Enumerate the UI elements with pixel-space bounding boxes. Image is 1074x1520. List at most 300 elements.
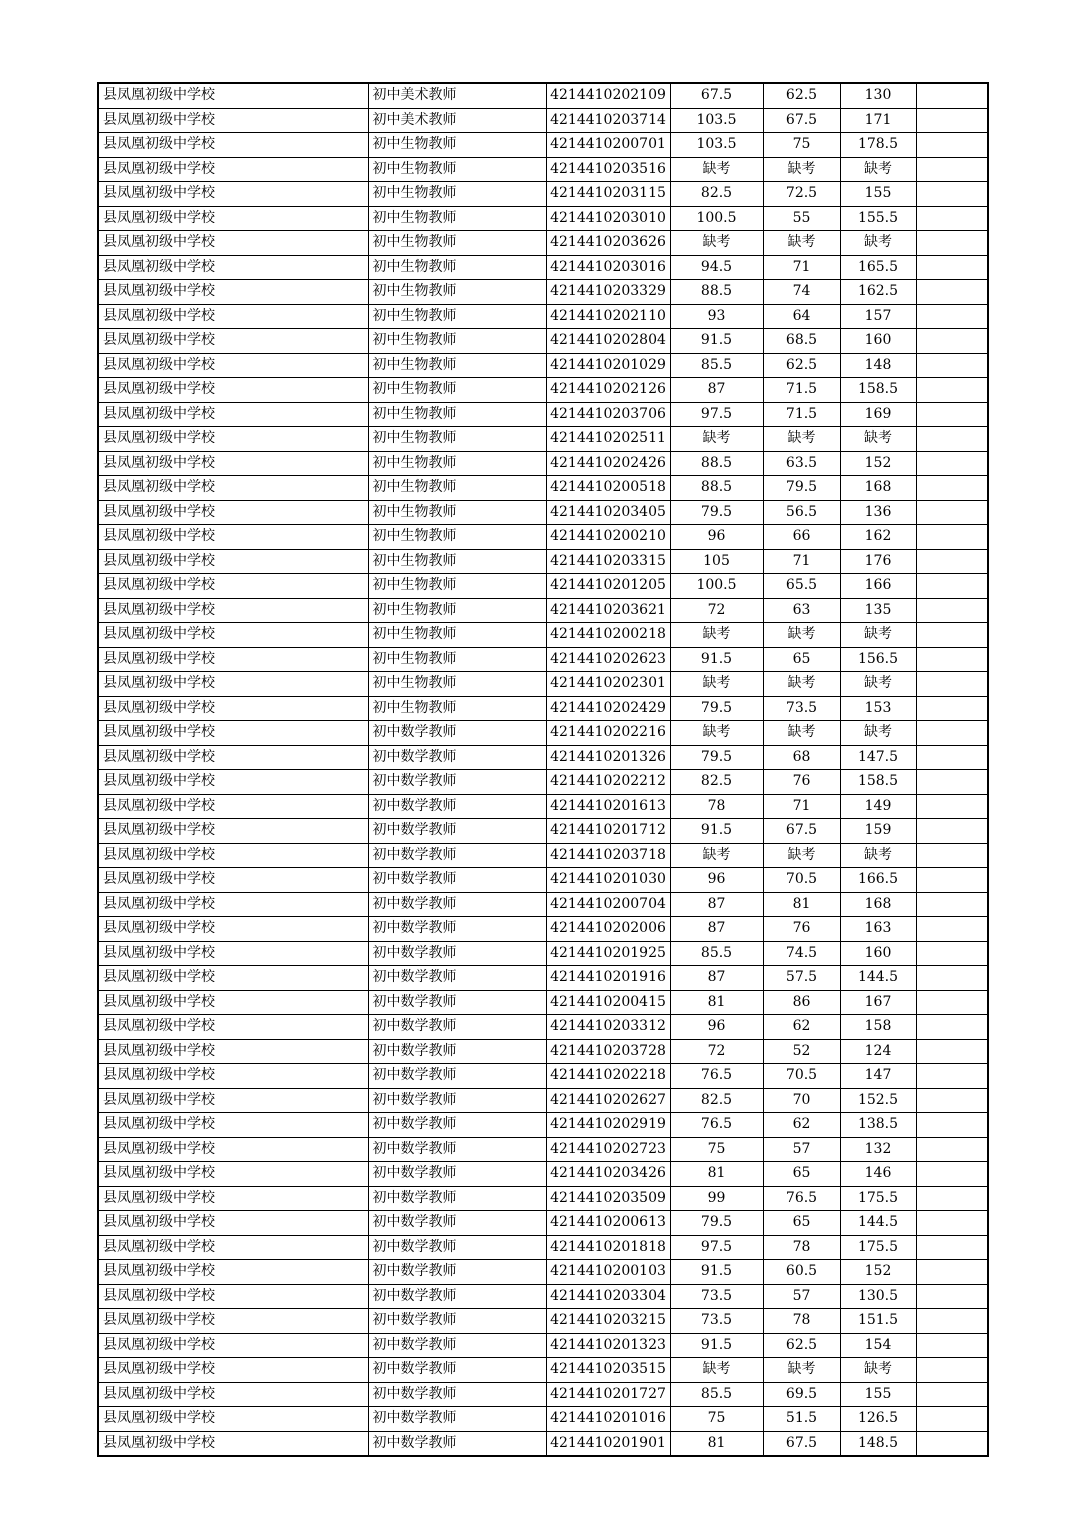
exam-id-cell: 4214410203509 (546, 1186, 670, 1211)
exam-id-cell: 4214410203426 (546, 1162, 670, 1187)
remark-cell (916, 696, 988, 721)
table-row (98, 1333, 988, 1358)
remark-cell (916, 182, 988, 207)
total-score-cell: 166 (840, 574, 916, 599)
unit-cell: 县凤凰初级中学校 (98, 525, 368, 550)
post-cell: 初中生物教师 (368, 696, 546, 721)
test-score-cell: 55 (763, 206, 840, 231)
post-cell: 初中数学教师 (368, 843, 546, 868)
written-score-cell: 91.5 (670, 819, 763, 844)
post-cell: 初中数学教师 (368, 1431, 546, 1456)
unit-cell: 县凤凰初级中学校 (98, 1382, 368, 1407)
total-score-cell: 151.5 (840, 1309, 916, 1334)
total-score-cell: 155 (840, 182, 916, 207)
exam-id-cell: 4214410202511 (546, 427, 670, 452)
remark-cell (916, 1407, 988, 1432)
test-score-cell: 65 (763, 647, 840, 672)
total-score-cell: 155 (840, 1382, 916, 1407)
total-score-cell: 144.5 (840, 1211, 916, 1236)
test-score-cell: 缺考 (763, 843, 840, 868)
written-score-cell: 缺考 (670, 623, 763, 648)
exam-id-cell: 4214410202919 (546, 1113, 670, 1138)
exam-id-cell: 4214410200415 (546, 990, 670, 1015)
exam-id-cell: 4214410203714 (546, 108, 670, 133)
table-row (98, 770, 988, 795)
remark-cell (916, 402, 988, 427)
remark-cell (916, 966, 988, 991)
total-score-cell: 178.5 (840, 133, 916, 158)
exam-id-cell: 4214410201712 (546, 819, 670, 844)
table-row (98, 280, 988, 305)
total-score-cell: 149 (840, 794, 916, 819)
total-score-cell: 160 (840, 329, 916, 354)
exam-id-cell: 4214410202109 (546, 83, 670, 108)
written-score-cell: 缺考 (670, 843, 763, 868)
total-score-cell: 152 (840, 451, 916, 476)
test-score-cell: 57 (763, 1284, 840, 1309)
unit-cell: 县凤凰初级中学校 (98, 1162, 368, 1187)
remark-cell (916, 1260, 988, 1285)
test-score-cell: 76 (763, 770, 840, 795)
remark-cell (916, 647, 988, 672)
table-row (98, 574, 988, 599)
unit-cell: 县凤凰初级中学校 (98, 794, 368, 819)
test-score-cell: 63.5 (763, 451, 840, 476)
written-score-cell: 91.5 (670, 647, 763, 672)
unit-cell: 县凤凰初级中学校 (98, 574, 368, 599)
remark-cell (916, 525, 988, 550)
table-row (98, 157, 988, 182)
remark-cell (916, 108, 988, 133)
table-row (98, 1260, 988, 1285)
test-score-cell: 74.5 (763, 941, 840, 966)
post-cell: 初中数学教师 (368, 1137, 546, 1162)
remark-cell (916, 917, 988, 942)
unit-cell: 县凤凰初级中学校 (98, 476, 368, 501)
exam-id-cell: 4214410200613 (546, 1211, 670, 1236)
table-row (98, 182, 988, 207)
unit-cell: 县凤凰初级中学校 (98, 990, 368, 1015)
table-row (98, 451, 988, 476)
written-score-cell: 76.5 (670, 1113, 763, 1138)
written-score-cell: 100.5 (670, 206, 763, 231)
written-score-cell: 72 (670, 1039, 763, 1064)
exam-id-cell: 4214410202216 (546, 721, 670, 746)
total-score-cell: 152.5 (840, 1088, 916, 1113)
written-score-cell: 82.5 (670, 182, 763, 207)
exam-id-cell: 4214410202110 (546, 304, 670, 329)
written-score-cell: 96 (670, 868, 763, 893)
table-row (98, 721, 988, 746)
unit-cell: 县凤凰初级中学校 (98, 1235, 368, 1260)
test-score-cell: 69.5 (763, 1382, 840, 1407)
table-row (98, 623, 988, 648)
exam-id-cell: 4214410203621 (546, 598, 670, 623)
written-score-cell: 91.5 (670, 1333, 763, 1358)
unit-cell: 县凤凰初级中学校 (98, 1284, 368, 1309)
exam-id-cell: 4214410200518 (546, 476, 670, 501)
table-row (98, 868, 988, 893)
written-score-cell: 100.5 (670, 574, 763, 599)
remark-cell (916, 868, 988, 893)
test-score-cell: 57 (763, 1137, 840, 1162)
written-score-cell: 97.5 (670, 1235, 763, 1260)
remark-cell (916, 941, 988, 966)
post-cell: 初中生物教师 (368, 476, 546, 501)
unit-cell: 县凤凰初级中学校 (98, 206, 368, 231)
test-score-cell: 78 (763, 1309, 840, 1334)
unit-cell: 县凤凰初级中学校 (98, 966, 368, 991)
written-score-cell: 93 (670, 304, 763, 329)
table-row (98, 794, 988, 819)
table-row (98, 378, 988, 403)
table-row (98, 525, 988, 550)
total-score-cell: 132 (840, 1137, 916, 1162)
total-score-cell: 缺考 (840, 672, 916, 697)
post-cell: 初中数学教师 (368, 721, 546, 746)
unit-cell: 县凤凰初级中学校 (98, 1431, 368, 1456)
remark-cell (916, 1382, 988, 1407)
table-row (98, 108, 988, 133)
test-score-cell: 73.5 (763, 696, 840, 721)
unit-cell: 县凤凰初级中学校 (98, 1015, 368, 1040)
total-score-cell: 148.5 (840, 1431, 916, 1456)
total-score-cell: 146 (840, 1162, 916, 1187)
post-cell: 初中数学教师 (368, 1064, 546, 1089)
unit-cell: 县凤凰初级中学校 (98, 1309, 368, 1334)
unit-cell: 县凤凰初级中学校 (98, 255, 368, 280)
post-cell: 初中数学教师 (368, 1235, 546, 1260)
exam-id-cell: 4214410200218 (546, 623, 670, 648)
score-table-body (98, 83, 988, 1456)
remark-cell (916, 353, 988, 378)
exam-id-cell: 4214410203312 (546, 1015, 670, 1040)
post-cell: 初中生物教师 (368, 182, 546, 207)
post-cell: 初中数学教师 (368, 1211, 546, 1236)
test-score-cell: 70 (763, 1088, 840, 1113)
remark-cell (916, 1137, 988, 1162)
table-row (98, 1039, 988, 1064)
unit-cell: 县凤凰初级中学校 (98, 843, 368, 868)
test-score-cell: 62.5 (763, 353, 840, 378)
remark-cell (916, 843, 988, 868)
test-score-cell: 68.5 (763, 329, 840, 354)
post-cell: 初中数学教师 (368, 917, 546, 942)
exam-id-cell: 4214410201916 (546, 966, 670, 991)
test-score-cell: 60.5 (763, 1260, 840, 1285)
written-score-cell: 79.5 (670, 745, 763, 770)
test-score-cell: 74 (763, 280, 840, 305)
written-score-cell: 91.5 (670, 329, 763, 354)
score-table (97, 82, 989, 1457)
exam-id-cell: 4214410200210 (546, 525, 670, 550)
remark-cell (916, 1088, 988, 1113)
table-row (98, 1309, 988, 1334)
remark-cell (916, 255, 988, 280)
table-row (98, 917, 988, 942)
total-score-cell: 157 (840, 304, 916, 329)
exam-id-cell: 4214410203706 (546, 402, 670, 427)
remark-cell (916, 1162, 988, 1187)
test-score-cell: 缺考 (763, 672, 840, 697)
total-score-cell: 缺考 (840, 1358, 916, 1383)
test-score-cell: 78 (763, 1235, 840, 1260)
post-cell: 初中生物教师 (368, 598, 546, 623)
table-row (98, 304, 988, 329)
test-score-cell: 56.5 (763, 500, 840, 525)
post-cell: 初中数学教师 (368, 1015, 546, 1040)
remark-cell (916, 231, 988, 256)
table-row (98, 647, 988, 672)
remark-cell (916, 1113, 988, 1138)
test-score-cell: 缺考 (763, 623, 840, 648)
exam-id-cell: 4214410203329 (546, 280, 670, 305)
post-cell: 初中生物教师 (368, 500, 546, 525)
test-score-cell: 62 (763, 1113, 840, 1138)
written-score-cell: 87 (670, 892, 763, 917)
test-score-cell: 71.5 (763, 402, 840, 427)
post-cell: 初中生物教师 (368, 329, 546, 354)
total-score-cell: 124 (840, 1039, 916, 1064)
total-score-cell: 147.5 (840, 745, 916, 770)
total-score-cell: 162.5 (840, 280, 916, 305)
remark-cell (916, 549, 988, 574)
test-score-cell: 86 (763, 990, 840, 1015)
exam-id-cell: 4214410203315 (546, 549, 670, 574)
total-score-cell: 138.5 (840, 1113, 916, 1138)
written-score-cell: 72 (670, 598, 763, 623)
unit-cell: 县凤凰初级中学校 (98, 819, 368, 844)
test-score-cell: 65 (763, 1211, 840, 1236)
post-cell: 初中生物教师 (368, 427, 546, 452)
table-row (98, 549, 988, 574)
test-score-cell: 71.5 (763, 378, 840, 403)
unit-cell: 县凤凰初级中学校 (98, 451, 368, 476)
written-score-cell: 81 (670, 1431, 763, 1456)
total-score-cell: 缺考 (840, 231, 916, 256)
written-score-cell: 缺考 (670, 721, 763, 746)
written-score-cell: 103.5 (670, 133, 763, 158)
test-score-cell: 66 (763, 525, 840, 550)
post-cell: 初中生物教师 (368, 206, 546, 231)
remark-cell (916, 133, 988, 158)
unit-cell: 县凤凰初级中学校 (98, 427, 368, 452)
total-score-cell: 158.5 (840, 770, 916, 795)
remark-cell (916, 672, 988, 697)
written-score-cell: 79.5 (670, 500, 763, 525)
table-row (98, 427, 988, 452)
post-cell: 初中生物教师 (368, 549, 546, 574)
test-score-cell: 62 (763, 1015, 840, 1040)
remark-cell (916, 329, 988, 354)
exam-id-cell: 4214410201818 (546, 1235, 670, 1260)
remark-cell (916, 1064, 988, 1089)
unit-cell: 县凤凰初级中学校 (98, 1407, 368, 1432)
post-cell: 初中生物教师 (368, 304, 546, 329)
table-row (98, 1015, 988, 1040)
post-cell: 初中数学教师 (368, 868, 546, 893)
exam-id-cell: 4214410201030 (546, 868, 670, 893)
remark-cell (916, 206, 988, 231)
unit-cell: 县凤凰初级中学校 (98, 1358, 368, 1383)
written-score-cell: 缺考 (670, 157, 763, 182)
unit-cell: 县凤凰初级中学校 (98, 157, 368, 182)
written-score-cell: 缺考 (670, 231, 763, 256)
written-score-cell: 81 (670, 990, 763, 1015)
total-score-cell: 175.5 (840, 1186, 916, 1211)
remark-cell (916, 1186, 988, 1211)
unit-cell: 县凤凰初级中学校 (98, 500, 368, 525)
test-score-cell: 71 (763, 794, 840, 819)
written-score-cell: 缺考 (670, 672, 763, 697)
table-row (98, 745, 988, 770)
unit-cell: 县凤凰初级中学校 (98, 182, 368, 207)
post-cell: 初中数学教师 (368, 1088, 546, 1113)
exam-id-cell: 4214410202126 (546, 378, 670, 403)
post-cell: 初中生物教师 (368, 255, 546, 280)
post-cell: 初中数学教师 (368, 1113, 546, 1138)
remark-cell (916, 1039, 988, 1064)
exam-id-cell: 4214410202426 (546, 451, 670, 476)
exam-id-cell: 4214410200103 (546, 1260, 670, 1285)
total-score-cell: 175.5 (840, 1235, 916, 1260)
written-score-cell: 82.5 (670, 1088, 763, 1113)
exam-id-cell: 4214410202804 (546, 329, 670, 354)
total-score-cell: 缺考 (840, 843, 916, 868)
written-score-cell: 75 (670, 1407, 763, 1432)
exam-id-cell: 4214410201326 (546, 745, 670, 770)
table-row (98, 1235, 988, 1260)
total-score-cell: 152 (840, 1260, 916, 1285)
exam-id-cell: 4214410201925 (546, 941, 670, 966)
written-score-cell: 82.5 (670, 770, 763, 795)
post-cell: 初中生物教师 (368, 353, 546, 378)
unit-cell: 县凤凰初级中学校 (98, 353, 368, 378)
unit-cell: 县凤凰初级中学校 (98, 1088, 368, 1113)
test-score-cell: 57.5 (763, 966, 840, 991)
exam-id-cell: 4214410201901 (546, 1431, 670, 1456)
post-cell: 初中数学教师 (368, 1407, 546, 1432)
remark-cell (916, 451, 988, 476)
post-cell: 初中生物教师 (368, 402, 546, 427)
exam-id-cell: 4214410202218 (546, 1064, 670, 1089)
written-score-cell: 87 (670, 917, 763, 942)
remark-cell (916, 1333, 988, 1358)
table-row (98, 231, 988, 256)
exam-id-cell: 4214410201016 (546, 1407, 670, 1432)
exam-id-cell: 4214410202212 (546, 770, 670, 795)
total-score-cell: 130 (840, 83, 916, 108)
remark-cell (916, 623, 988, 648)
written-score-cell: 76.5 (670, 1064, 763, 1089)
table-row (98, 133, 988, 158)
table-row (98, 1113, 988, 1138)
table-row (98, 1162, 988, 1187)
unit-cell: 县凤凰初级中学校 (98, 745, 368, 770)
remark-cell (916, 427, 988, 452)
test-score-cell: 76 (763, 917, 840, 942)
total-score-cell: 167 (840, 990, 916, 1015)
written-score-cell: 87 (670, 966, 763, 991)
test-score-cell: 缺考 (763, 231, 840, 256)
written-score-cell: 97.5 (670, 402, 763, 427)
post-cell: 初中生物教师 (368, 280, 546, 305)
unit-cell: 县凤凰初级中学校 (98, 1333, 368, 1358)
total-score-cell: 171 (840, 108, 916, 133)
unit-cell: 县凤凰初级中学校 (98, 647, 368, 672)
post-cell: 初中数学教师 (368, 1039, 546, 1064)
exam-id-cell: 4214410203516 (546, 157, 670, 182)
table-row (98, 1137, 988, 1162)
exam-id-cell: 4214410203304 (546, 1284, 670, 1309)
table-row (98, 598, 988, 623)
written-score-cell: 91.5 (670, 1260, 763, 1285)
written-score-cell: 99 (670, 1186, 763, 1211)
test-score-cell: 68 (763, 745, 840, 770)
table-row (98, 500, 988, 525)
exam-id-cell: 4214410201613 (546, 794, 670, 819)
exam-id-cell: 4214410203010 (546, 206, 670, 231)
remark-cell (916, 819, 988, 844)
test-score-cell: 72.5 (763, 182, 840, 207)
post-cell: 初中生物教师 (368, 647, 546, 672)
remark-cell (916, 721, 988, 746)
unit-cell: 县凤凰初级中学校 (98, 402, 368, 427)
table-row (98, 990, 988, 1015)
unit-cell: 县凤凰初级中学校 (98, 696, 368, 721)
table-row (98, 1284, 988, 1309)
remark-cell (916, 304, 988, 329)
total-score-cell: 154 (840, 1333, 916, 1358)
exam-id-cell: 4214410201727 (546, 1382, 670, 1407)
total-score-cell: 126.5 (840, 1407, 916, 1432)
table-row (98, 1064, 988, 1089)
exam-id-cell: 4214410200701 (546, 133, 670, 158)
post-cell: 初中生物教师 (368, 525, 546, 550)
exam-id-cell: 4214410203115 (546, 182, 670, 207)
test-score-cell: 76.5 (763, 1186, 840, 1211)
remark-cell (916, 892, 988, 917)
written-score-cell: 103.5 (670, 108, 763, 133)
total-score-cell: 158.5 (840, 378, 916, 403)
total-score-cell: 160 (840, 941, 916, 966)
test-score-cell: 52 (763, 1039, 840, 1064)
test-score-cell: 75 (763, 133, 840, 158)
unit-cell: 县凤凰初级中学校 (98, 83, 368, 108)
exam-id-cell: 4214410203215 (546, 1309, 670, 1334)
exam-id-cell: 4214410201205 (546, 574, 670, 599)
unit-cell: 县凤凰初级中学校 (98, 1137, 368, 1162)
post-cell: 初中生物教师 (368, 231, 546, 256)
post-cell: 初中数学教师 (368, 770, 546, 795)
unit-cell: 县凤凰初级中学校 (98, 868, 368, 893)
exam-id-cell: 4214410203626 (546, 231, 670, 256)
total-score-cell: 165.5 (840, 255, 916, 280)
exam-id-cell: 4214410203016 (546, 255, 670, 280)
total-score-cell: 168 (840, 892, 916, 917)
unit-cell: 县凤凰初级中学校 (98, 133, 368, 158)
post-cell: 初中数学教师 (368, 1358, 546, 1383)
table-row (98, 1407, 988, 1432)
post-cell: 初中数学教师 (368, 1186, 546, 1211)
unit-cell: 县凤凰初级中学校 (98, 1211, 368, 1236)
unit-cell: 县凤凰初级中学校 (98, 623, 368, 648)
written-score-cell: 79.5 (670, 1211, 763, 1236)
total-score-cell: 135 (840, 598, 916, 623)
post-cell: 初中数学教师 (368, 892, 546, 917)
remark-cell (916, 598, 988, 623)
remark-cell (916, 378, 988, 403)
